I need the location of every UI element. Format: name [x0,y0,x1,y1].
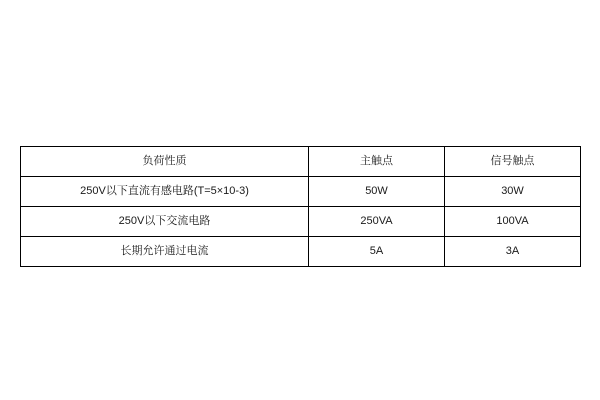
cell-main-contact-1: 50W [309,177,445,207]
cell-signal-contact-2: 100VA [445,207,581,237]
cell-load-nature-1: 250V以下直流有感电路(T=5×10-3) [21,177,309,207]
column-header-signal-contact: 信号触点 [445,147,581,177]
contact-capacity-table [20,146,581,267]
cell-load-nature-2: 250V以下交流电路 [21,207,309,237]
column-header-main-contact: 主触点 [309,147,445,177]
column-header-load-nature: 负荷性质 [21,147,309,177]
cell-main-contact-2: 250VA [309,207,445,237]
table-row [21,237,581,267]
cell-load-nature-3: 长期允许通过电流 [21,237,309,267]
cell-signal-contact-1: 30W [445,177,581,207]
table-row [21,177,581,207]
cell-main-contact-3: 5A [309,237,445,267]
spec-table-container [20,146,580,267]
table-row [21,207,581,237]
cell-signal-contact-3: 3A [445,237,581,267]
table-header-row [21,147,581,177]
